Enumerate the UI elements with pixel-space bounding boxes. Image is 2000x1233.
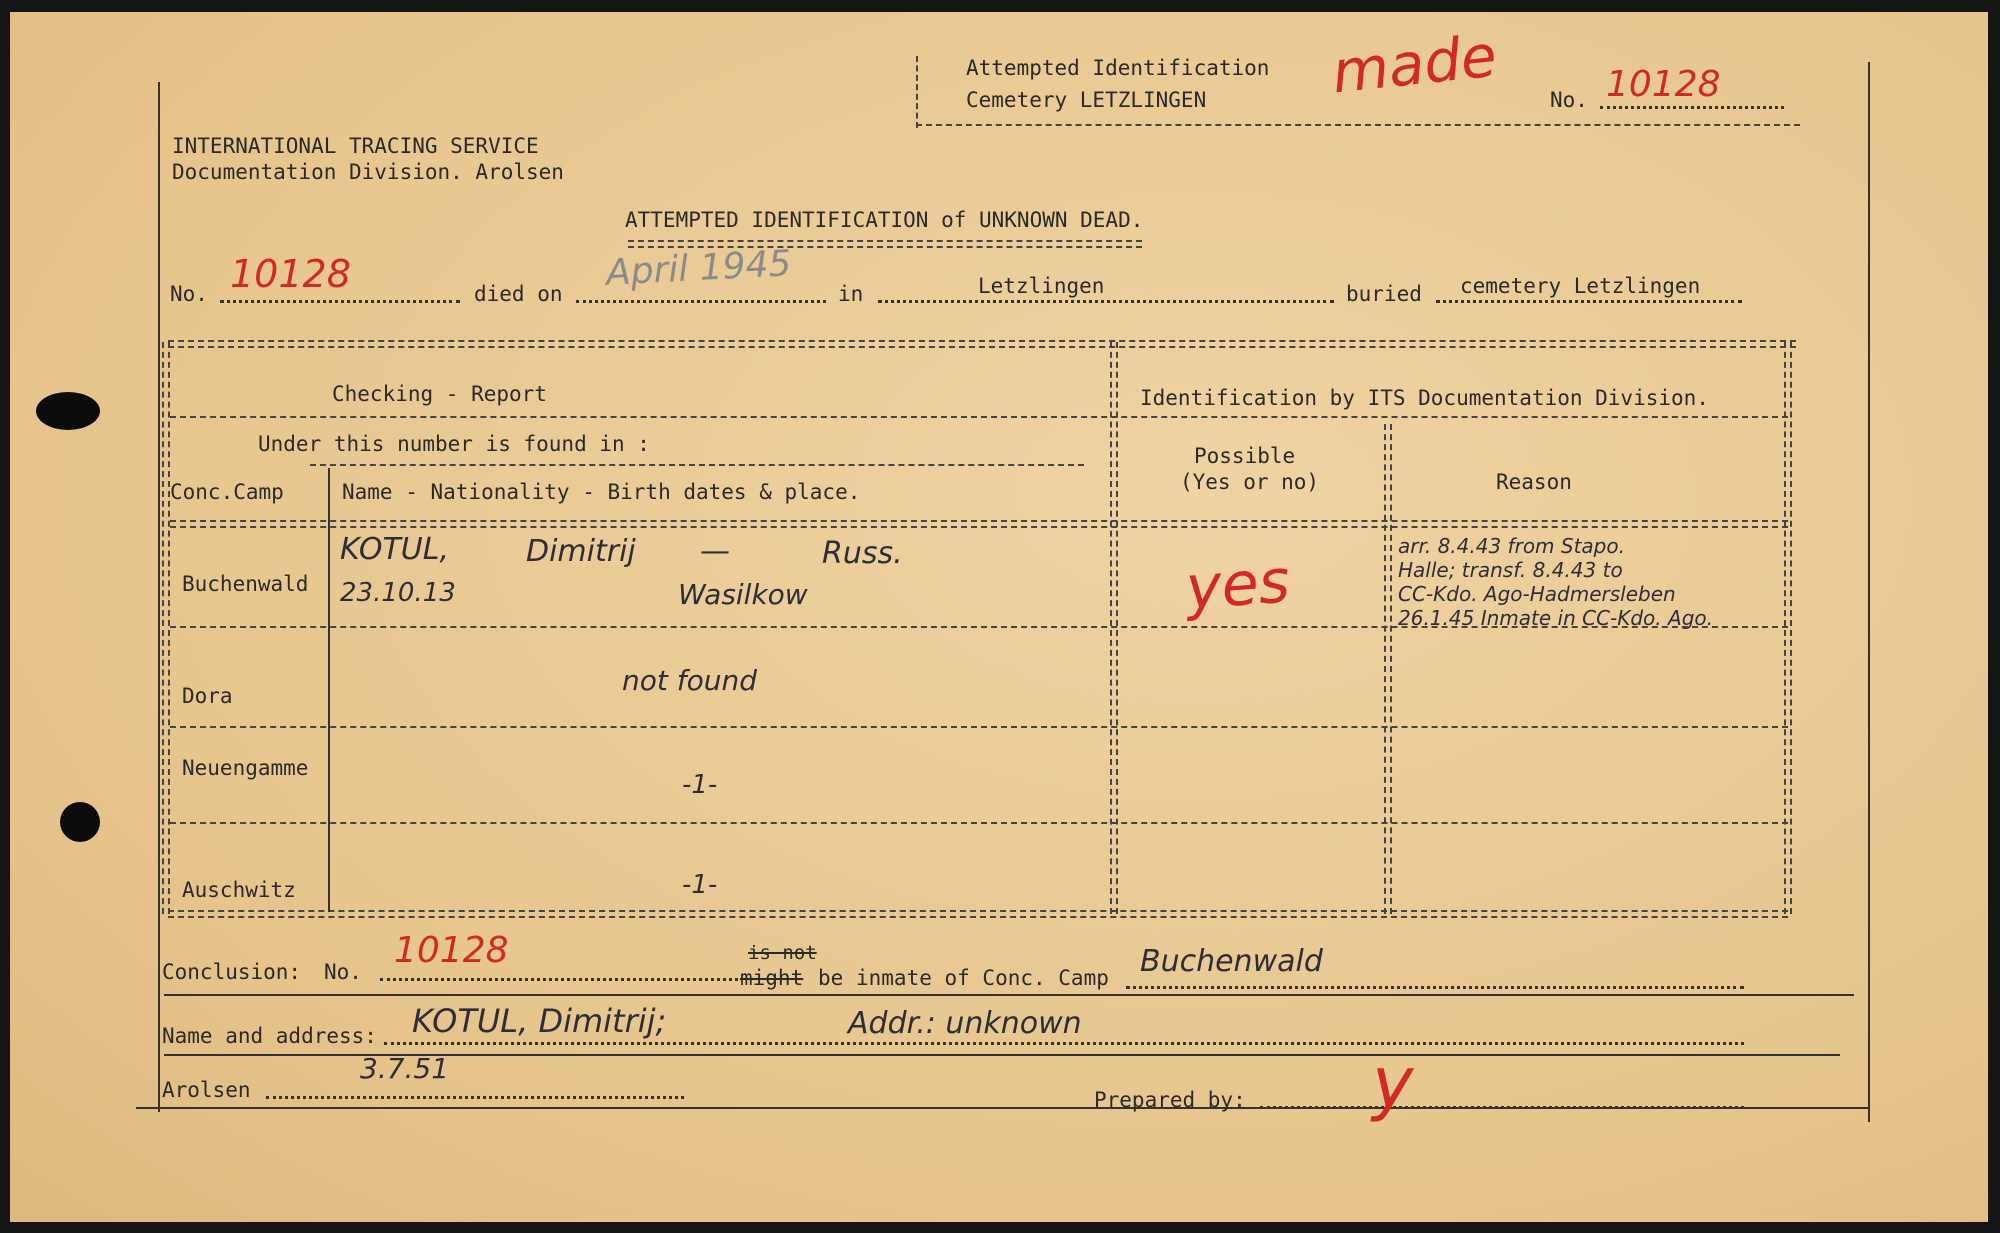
record-died-label: died on [474, 282, 563, 306]
form-title: ATTEMPTED IDENTIFICATION of UNKNOWN DEAD. [625, 208, 1144, 232]
record-died-value: April 1945 [605, 243, 793, 294]
row1-birthdate: 23.10.13 [340, 578, 456, 608]
footer-date-dots [266, 1096, 684, 1099]
row3-name: -1- [682, 770, 718, 800]
row1-birthplace: Wasilkow [678, 578, 808, 611]
conclusion-no-label: No. [324, 960, 362, 984]
found-in-header: Under this number is found in : [258, 432, 650, 456]
row2-divider [170, 726, 1788, 728]
row2-name: not found [622, 664, 758, 697]
record-no-label: No. [170, 282, 208, 306]
col-reason-header: Reason [1496, 470, 1572, 494]
row1-reason-1: arr. 8.4.43 from Stapo. [1398, 534, 1625, 558]
found-in-underline [310, 464, 1084, 466]
record-buried-dots [1436, 300, 1742, 303]
name-address-label: Name and address: [162, 1024, 377, 1048]
record-no-value: 10128 [230, 252, 351, 296]
name-address-dots [384, 1042, 1744, 1045]
identification-header: Identification by ITS Documentation Division. [1140, 386, 1709, 410]
col-possible-header-1: Possible [1194, 444, 1296, 468]
footer-date: 3.7.51 [360, 1052, 450, 1085]
prepared-by-label: Prepared by: [1094, 1088, 1246, 1112]
record-buried-label: buried [1346, 282, 1422, 306]
row1-firstname: Dimitrij [526, 534, 636, 569]
table-reason-divider [1384, 424, 1392, 914]
prepared-by-dots [1260, 1106, 1744, 1109]
org-line2: Documentation Division. Arolsen [172, 160, 564, 184]
record-card [10, 12, 1988, 1222]
row1-possible: yes [1183, 546, 1293, 624]
row1-dash: — [700, 534, 730, 569]
col-name-header: Name - Nationality - Birth dates & place. [342, 480, 861, 504]
conclusion-camp-value: Buchenwald [1140, 944, 1323, 979]
table-top-border [168, 340, 1796, 348]
prepared-by-signature: y [1372, 1042, 1414, 1124]
header-box-line2: Cemetery LETZLINGEN [966, 88, 1207, 112]
record-in-dots [878, 300, 1334, 303]
col-header-divider [170, 520, 1788, 528]
name-address-name: KOTUL, Dimitrij; [412, 1002, 667, 1040]
conclusion-struck-is-not: is not [748, 942, 817, 964]
header-box-bottom [916, 124, 1800, 126]
frame-left [158, 82, 160, 1112]
record-no-dots [220, 300, 460, 303]
header-no-label: No. [1550, 88, 1588, 112]
conclusion-label: Conclusion: [162, 960, 302, 984]
header-no-value: 10128 [1606, 64, 1721, 105]
row1-reason-4: 26.1.45 Inmate in CC-Kdo. Ago. [1398, 606, 1713, 630]
conclusion-camp-dots [1126, 986, 1744, 989]
name-address-addr: Addr.: unknown [848, 1006, 1082, 1041]
row-camp-buchenwald: Buchenwald [182, 572, 309, 596]
row4-name: -1- [682, 870, 718, 900]
row1-nationality: Russ. [822, 536, 903, 571]
punch-hole-top [36, 392, 100, 430]
made-stamp: made [1328, 21, 1500, 107]
row-camp-dora: Dora [182, 684, 233, 708]
header-box-line1: Attempted Identification [966, 56, 1270, 80]
col-possible-header-2: (Yes or no) [1180, 470, 1320, 494]
conclusion-inmate-text: inmate of Conc. Camp [856, 966, 1109, 990]
table-camp-col-line [328, 468, 330, 912]
row-camp-auschwitz: Auschwitz [182, 878, 296, 902]
row1-divider [170, 626, 1788, 628]
conclusion-rule [164, 994, 1854, 996]
table-left-border [162, 342, 170, 914]
record-in-value: Letzlingen [978, 274, 1105, 298]
conclusion-struck-might: might [740, 966, 804, 990]
row-camp-neuengamme: Neuengamme [182, 756, 309, 780]
punch-hole-bottom [60, 802, 100, 842]
checking-report-header: Checking - Report [332, 382, 547, 406]
org-line1: INTERNATIONAL TRACING SERVICE [172, 134, 539, 158]
table-mid-divider [1110, 342, 1118, 914]
table-bottom-border [168, 910, 1788, 918]
record-buried-value: cemetery Letzlingen [1460, 274, 1701, 298]
col-camp-header: Conc.Camp [170, 480, 284, 504]
row1-surname: KOTUL, [340, 532, 450, 567]
record-in-label: in [838, 282, 864, 306]
conclusion-no-dots [380, 978, 738, 981]
conclusion-be: be [818, 966, 844, 990]
row1-reason-2: Halle; transf. 8.4.43 to [1398, 558, 1623, 582]
footer-place: Arolsen [162, 1078, 251, 1102]
header-no-dots [1600, 106, 1784, 109]
frame-right [1868, 62, 1870, 1122]
row3-divider [170, 822, 1788, 824]
header-row-divider [170, 416, 1788, 418]
table-right-border [1784, 342, 1792, 914]
record-died-dots [576, 300, 826, 303]
conclusion-no-value: 10128 [394, 930, 509, 971]
header-box-left [916, 56, 918, 128]
row1-reason-3: CC-Kdo. Ago-Hadmersleben [1398, 582, 1676, 606]
